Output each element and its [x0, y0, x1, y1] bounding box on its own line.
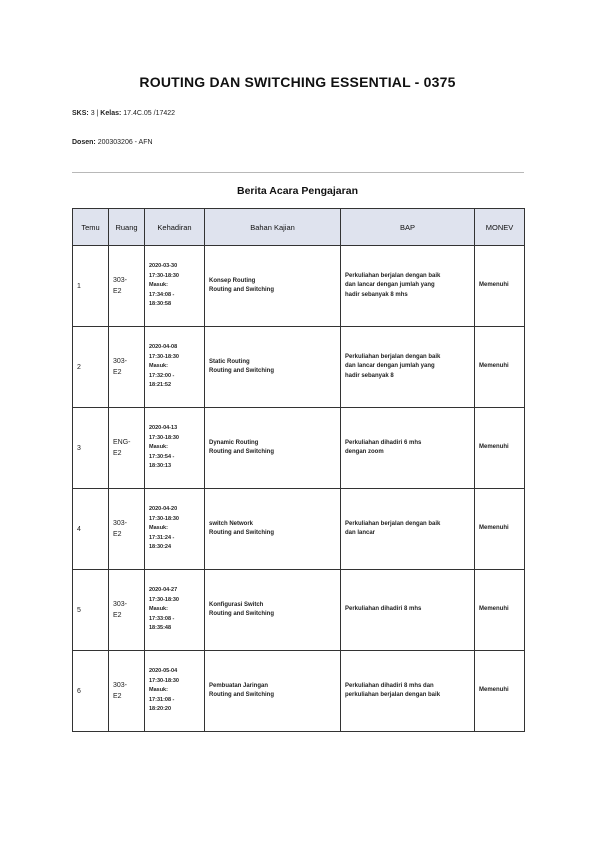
ruang-cell-line: E2	[113, 693, 122, 700]
temu-cell: 6	[73, 651, 109, 732]
kehadiran-cell-line: 17:30-18:30	[149, 353, 179, 360]
table-row	[73, 327, 525, 408]
bap-cell-line: Perkuliahan dihadiri 6 mhs	[345, 439, 422, 446]
col-header-ruang: Ruang	[109, 209, 145, 246]
ruang-cell-line: E2	[113, 369, 122, 376]
bap-cell-line: dan lancar dengan jumlah yang	[345, 363, 435, 370]
kehadiran-cell-line: 17:33:08 -	[149, 615, 175, 622]
kehadiran-cell	[145, 489, 205, 570]
bap-cell	[341, 408, 475, 489]
kehadiran-cell-line: 2020-04-08	[149, 344, 178, 351]
ruang-cell	[109, 489, 145, 570]
kehadiran-cell-line: Masuk:	[149, 525, 168, 532]
bap-cell-line: hadir sebanyak 8 mhs	[345, 291, 408, 298]
bap-cell-line: hadir sebanyak 8	[345, 372, 394, 379]
monev-cell: Memenuhi	[475, 246, 525, 327]
course-info	[72, 110, 175, 117]
temu-cell: 3	[73, 408, 109, 489]
kehadiran-cell	[145, 327, 205, 408]
monev-cell: Memenuhi	[475, 570, 525, 651]
kehadiran-cell	[145, 651, 205, 732]
kehadiran-cell-line: 17:30:54 -	[149, 453, 175, 460]
kehadiran-cell-line: 2020-04-13	[149, 425, 178, 432]
kehadiran-cell-line: 17:32:00 -	[149, 372, 175, 379]
table-row	[73, 489, 525, 570]
kehadiran-cell-line: 18:35:48	[149, 625, 172, 632]
bahan-kajian-cell-line: Static Routing	[209, 358, 250, 365]
table-row	[73, 246, 525, 327]
bap-cell-line: dan lancar	[345, 530, 376, 536]
kehadiran-cell-line: 17:31:08 -	[149, 696, 175, 703]
kelas-label: Kelas:	[100, 110, 122, 117]
bahan-kajian-cell-line: switch Network	[209, 520, 254, 527]
bahan-kajian-cell-line: Routing and Switching	[209, 368, 274, 374]
ruang-cell-line: 303-	[113, 682, 128, 689]
kehadiran-cell-line: 17:34:08 -	[149, 291, 175, 298]
ruang-cell	[109, 246, 145, 327]
bap-cell	[341, 651, 475, 732]
dosen-label: Dosen:	[72, 139, 96, 146]
monev-cell: Memenuhi	[475, 651, 525, 732]
bahan-kajian-cell-line: Pembuatan Jaringan	[209, 682, 269, 689]
bap-cell	[341, 246, 475, 327]
table-row	[73, 408, 525, 489]
bahan-kajian-cell	[205, 489, 341, 570]
kehadiran-cell	[145, 246, 205, 327]
divider	[72, 172, 524, 173]
ruang-cell-line: E2	[113, 450, 122, 457]
col-header-kehadiran: Kehadiran	[145, 209, 205, 246]
section-title: Berita Acara Pengajaran	[236, 185, 358, 197]
kehadiran-cell-line: 18:21:52	[149, 382, 172, 389]
sks-value: 3 |	[90, 110, 99, 117]
kehadiran-cell-line: Masuk:	[149, 687, 168, 694]
table-row	[73, 570, 525, 651]
col-header-monev: MONEV	[475, 209, 525, 246]
bahan-kajian-cell-line: Routing and Switching	[209, 449, 274, 455]
document-title: ROUTING DAN SWITCHING ESSENTIAL - 0375	[139, 74, 456, 90]
bahan-kajian-cell-line: Konsep Routing	[209, 277, 256, 284]
bap-cell-line: dengan zoom	[345, 449, 384, 455]
ruang-cell-line: 303-	[113, 520, 128, 527]
bap-cell-line: perkuliahan berjalan dengan baik	[345, 692, 441, 698]
bap-cell-line: dan lancar dengan jumlah yang	[345, 282, 435, 289]
kehadiran-cell-line: Masuk:	[149, 282, 168, 289]
kehadiran-cell-line: 17:30-18:30	[149, 596, 179, 603]
bahan-kajian-cell	[205, 570, 341, 651]
table-row	[73, 651, 525, 732]
ruang-cell	[109, 327, 145, 408]
bap-cell-line: Perkuliahan berjalan dengan baik	[345, 353, 441, 360]
kehadiran-cell-line: 17:30-18:30	[149, 677, 179, 684]
ruang-cell	[109, 408, 145, 489]
dosen-value: 200303206 - AFN	[97, 139, 153, 146]
ruang-cell-line: E2	[113, 531, 122, 538]
bap-cell-line: Perkuliahan berjalan dengan baik	[345, 272, 441, 279]
lecturer-info	[72, 139, 153, 146]
kehadiran-cell-line: 18:30:24	[149, 544, 172, 551]
bap-cell	[341, 570, 475, 651]
bahan-kajian-cell	[205, 408, 341, 489]
bahan-kajian-cell-line: Routing and Switching	[209, 611, 274, 617]
col-header-bap: BAP	[341, 209, 475, 246]
ruang-cell	[109, 651, 145, 732]
kehadiran-cell-line: 18:20:20	[149, 706, 172, 713]
kehadiran-cell-line: Masuk:	[149, 444, 168, 451]
ruang-cell-line: ENG-	[113, 439, 131, 446]
kehadiran-cell-line: 2020-04-20	[149, 506, 178, 513]
kehadiran-cell-line: 18:30:13	[149, 463, 172, 470]
kehadiran-cell-line: Masuk:	[149, 606, 168, 613]
bap-cell	[341, 327, 475, 408]
bahan-kajian-cell	[205, 651, 341, 732]
bahan-kajian-cell-line: Routing and Switching	[209, 692, 274, 698]
kehadiran-cell-line: 2020-05-04	[149, 668, 178, 675]
kehadiran-cell	[145, 408, 205, 489]
temu-cell: 2	[73, 327, 109, 408]
monev-cell: Memenuhi	[475, 327, 525, 408]
ruang-cell-line: 303-	[113, 601, 128, 608]
ruang-cell-line: 303-	[113, 277, 128, 284]
temu-cell: 4	[73, 489, 109, 570]
sks-label: SKS:	[72, 110, 89, 117]
bap-cell	[341, 489, 475, 570]
kehadiran-cell-line: Masuk:	[149, 363, 168, 370]
kehadiran-cell-line: 17:30-18:30	[149, 434, 179, 441]
bahan-kajian-cell	[205, 327, 341, 408]
kelas-value: 17.4C.05 /17422	[123, 110, 176, 117]
bap-cell-line: Perkuliahan berjalan dengan baik	[345, 520, 441, 527]
kehadiran-cell-line: 17:31:24 -	[149, 534, 175, 541]
ruang-cell-line: E2	[113, 612, 122, 619]
bahan-kajian-cell-line: Routing and Switching	[209, 530, 274, 536]
temu-cell: 1	[73, 246, 109, 327]
temu-cell: 5	[73, 570, 109, 651]
bahan-kajian-cell-line: Konfigurasi Switch	[209, 601, 264, 608]
kehadiran-cell-line: 2020-03-30	[149, 263, 178, 270]
monev-cell: Memenuhi	[475, 489, 525, 570]
col-header-temu: Temu	[73, 209, 109, 246]
kehadiran-cell-line: 18:30:58	[149, 301, 172, 308]
bahan-kajian-cell	[205, 246, 341, 327]
ruang-cell	[109, 570, 145, 651]
bap-table	[72, 208, 525, 732]
col-header-bahan-kajian: Bahan Kajian	[205, 209, 341, 246]
kehadiran-cell-line: 17:30-18:30	[149, 515, 179, 522]
bap-cell-line: Perkuliahan dihadiri 8 mhs dan	[345, 682, 434, 689]
ruang-cell-line: E2	[113, 288, 122, 295]
bahan-kajian-cell-line: Routing and Switching	[209, 287, 274, 293]
bap-cell-line: Perkuliahan dihadiri 8 mhs	[345, 606, 422, 613]
kehadiran-cell-line: 2020-04-27	[149, 587, 178, 594]
ruang-cell-line: 303-	[113, 358, 128, 365]
kehadiran-cell-line: 17:30-18:30	[149, 272, 179, 279]
monev-cell: Memenuhi	[475, 408, 525, 489]
bahan-kajian-cell-line: Dynamic Routing	[209, 439, 259, 446]
kehadiran-cell	[145, 570, 205, 651]
table-header-row	[73, 209, 525, 246]
